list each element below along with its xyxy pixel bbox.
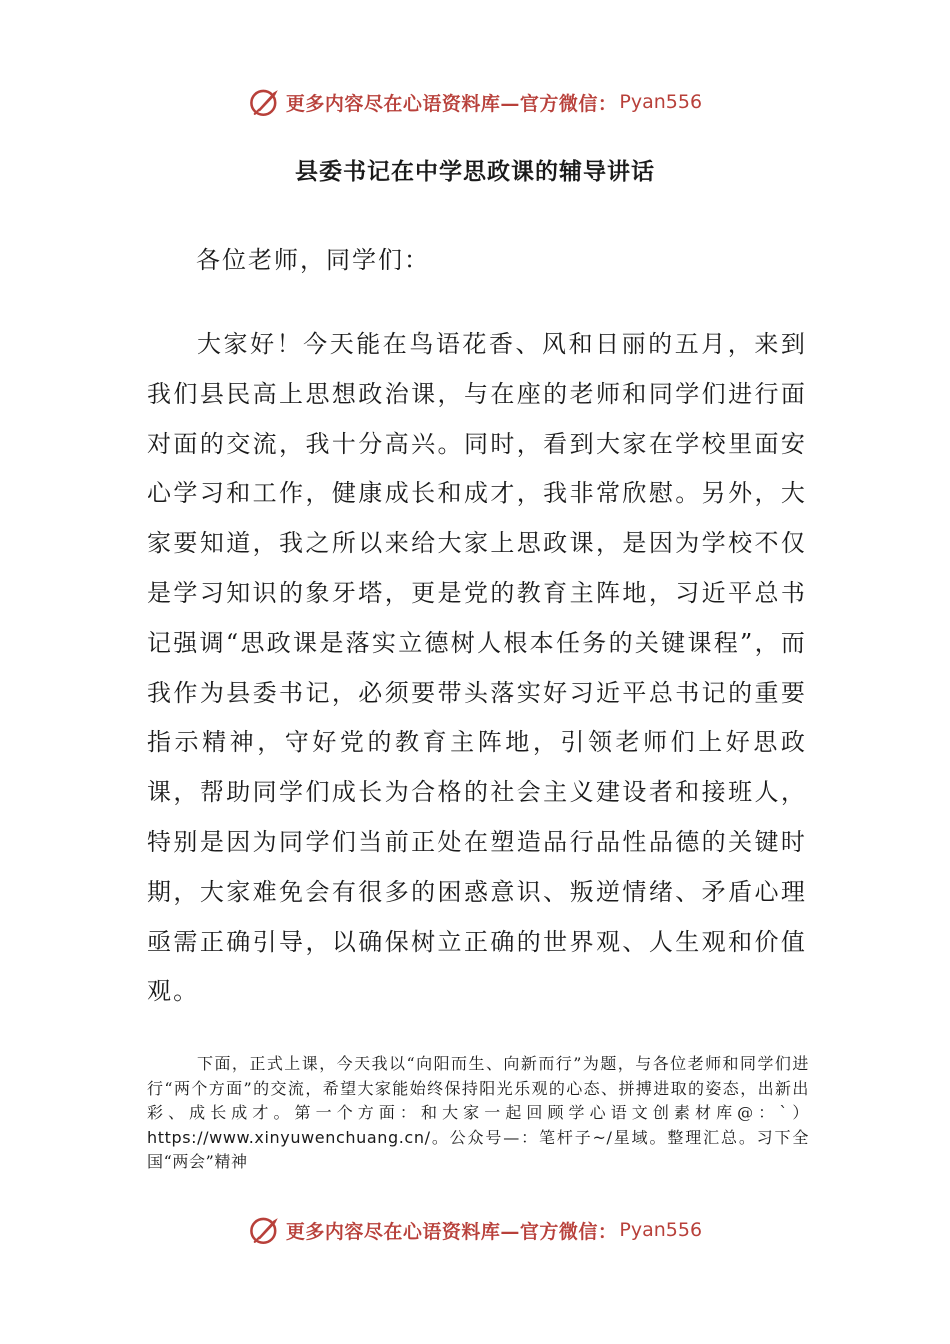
quill-pen-logo-icon [248, 1213, 282, 1247]
quill-pen-logo-icon [248, 85, 282, 119]
document-title: 县委书记在中学思政课的辅导讲话 [295, 158, 655, 185]
salutation: 各位老师，同学们： [196, 246, 430, 274]
header-banner [0, 82, 950, 122]
website-link[interactable]: https://www.xinyuwenchuang.cn/ [147, 1127, 431, 1147]
header-banner-text: 更多内容尽在心语资料库—官方微信： [285, 92, 618, 115]
small-paragraph [147, 1052, 809, 1175]
body-paragraph: 大家好！今天能在鸟语花香、风和日丽的五月，来到我们县民高上思想政治课，与在座的老师和同学们进行面对面的交流，我十分高兴。同时，看到大家在学校里面安心学习和工作，健康成长和成才，我非常欣慰。另外，大家要知道，我之所以来给大家上思政课，是因为学校不仅是学习知识的象牙塔，更是党的教育主阵地，习近平总书记强调“思政课是落实立德树人根本任务的关键课程”，而我作为县委书记，必须要带头落实好习近平总书记的重要指示精神，守好党的教育主阵地，引领老师们上好思政课，帮助同学们成长为合格的社会主义建设者和接班人，特别是因为同学们当前正处在塑造品行品性品德的关键时期，大家难免会有很多的困惑意识、叛逆情绪、矛盾心理亟需正确引导，以确保树立正确的世界观、人生观和价值观。 [147, 330, 807, 1006]
header-banner-wechat-id: Pyan556 [619, 91, 703, 113]
footer-banner-text: 更多内容尽在心语资料库—官方微信： [285, 1220, 618, 1243]
small-paragraph-text-2: 。公众号—：笔杆子~/星域。整理汇总。习下全国“两会”精神 [147, 1127, 809, 1171]
small-paragraph-text-1: 下面，正式上课，今天我以“向阳而生、向新而行”为题，与各位老师和同学们进行“两个方面”的交流，希望大家能始终保持阳光乐观的心态、拼搏进取的姿态，出新出彩、成长成才。第一个方面：和大家一起回顾学心语文创素材库@：`） [147, 1054, 809, 1122]
footer-banner [0, 1210, 950, 1250]
footer-banner-wechat-id: Pyan556 [619, 1219, 703, 1241]
